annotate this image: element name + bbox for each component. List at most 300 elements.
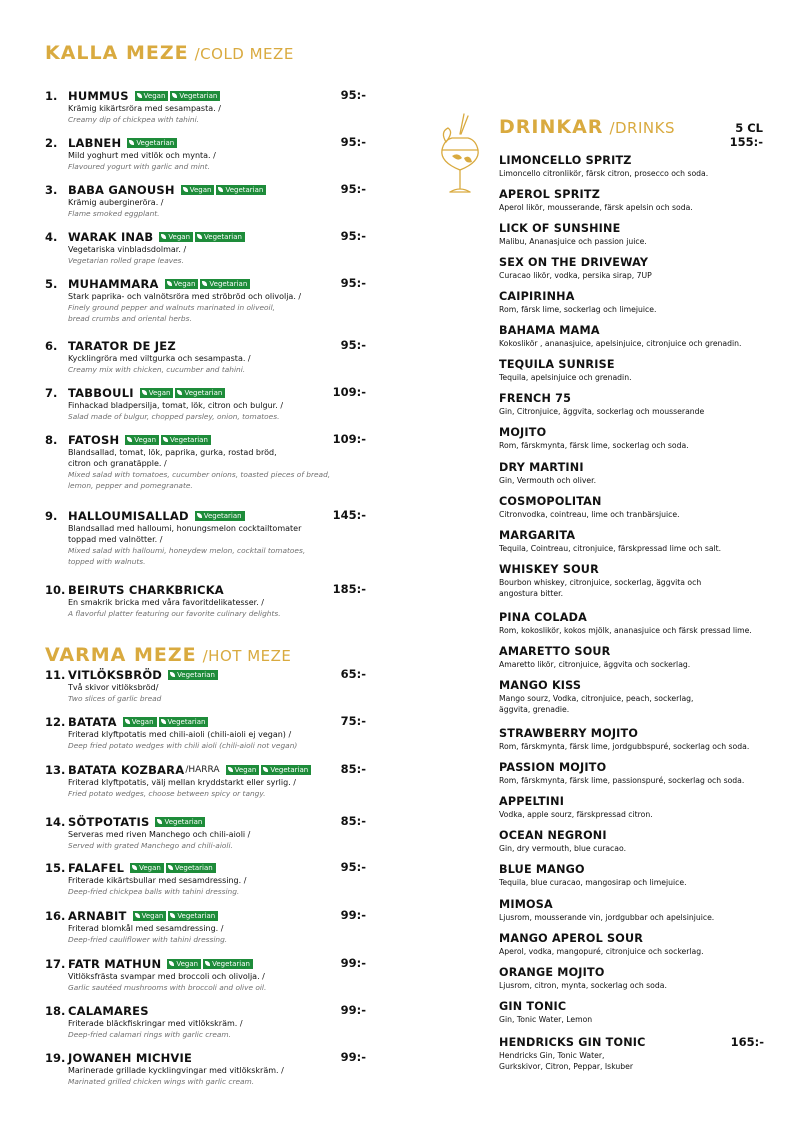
menu-item-header — [45, 714, 370, 729]
item-name: BATATA — [68, 714, 117, 729]
drink-price: 165:- — [730, 1035, 764, 1049]
item-number: 16. — [45, 908, 66, 923]
item-description-english: Mixed salad with halloumi, honeydew melon, cocktail tomatoes, — [68, 546, 306, 555]
item-name: BABA GANOUSH — [68, 182, 175, 197]
item-price: 109:- — [332, 385, 366, 399]
drink-name: BAHAMA MAMA — [499, 324, 600, 337]
badge-label: Vegan — [173, 279, 196, 288]
item-price: 65:- — [340, 667, 366, 681]
drink-name: OCEAN NEGRONI — [499, 829, 607, 842]
drink-description: äggvita, grenadie. — [499, 705, 570, 714]
item-name: FATR MATHUN — [68, 956, 162, 971]
vegan-badge — [159, 232, 193, 242]
drink-name: MANGO APEROL SOUR — [499, 932, 644, 945]
item-description-english: bread crumbs and oriental herbs. — [68, 314, 192, 323]
cold-meze-heading — [45, 42, 294, 64]
drink-name: MARGARITA — [499, 529, 576, 542]
menu-item-header — [45, 956, 370, 971]
menu-item-header — [45, 508, 370, 523]
drink-item — [499, 562, 769, 599]
drink-description: Aperol likör, mousserande, färsk apelsin och soda. — [499, 203, 693, 212]
drink-name: COSMOPOLITAN — [499, 495, 602, 508]
vegetarian-badge — [168, 911, 218, 921]
drink-item — [499, 187, 769, 213]
drink-description: Rom, färskmynta, färsk lime, sockerlag och soda. — [499, 441, 689, 450]
item-number: 9. — [45, 508, 58, 523]
drink-item — [499, 897, 769, 923]
drink-item — [499, 494, 769, 520]
hot-meze-heading — [45, 644, 291, 666]
item-price: 95:- — [340, 135, 366, 149]
drink-name: GIN TONIC — [499, 1000, 567, 1013]
item-description: Två skivor vitlöksbröd/ — [68, 683, 159, 692]
vegetarian-badge — [195, 232, 245, 242]
drink-name: LIMONCELLO SPRITZ — [499, 154, 632, 167]
drink-description: Gin, Vermouth och oliver. — [499, 476, 597, 485]
item-description: Vegetariska vinbladsdolmar. / — [68, 245, 187, 254]
item-description-english: Flame smoked eggplant. — [68, 209, 160, 218]
vegan-badge — [130, 863, 164, 873]
item-name: FALAFEL — [68, 860, 125, 875]
menu-item-header — [45, 667, 370, 682]
drink-item — [499, 425, 769, 451]
badge-label: Vegan — [143, 91, 166, 100]
drinks-heading — [499, 116, 675, 138]
item-price: 95:- — [340, 229, 366, 243]
item-name: HUMMUS — [68, 88, 129, 103]
item-description-english: Flavoured yogurt with garlic and mint. — [68, 162, 210, 171]
menu-item — [45, 814, 370, 851]
drinks-size-price — [730, 121, 763, 149]
drink-item — [499, 1035, 769, 1072]
drink-item — [499, 678, 769, 715]
item-number: 8. — [45, 432, 58, 447]
menu-item — [45, 1003, 370, 1040]
badge-label: Vegetarian — [184, 388, 223, 397]
drink-item — [499, 999, 769, 1025]
leaf-icon — [170, 913, 175, 918]
menu-item-header — [45, 385, 370, 400]
item-price: 99:- — [340, 908, 366, 922]
item-price: 145:- — [332, 508, 366, 522]
badge-label: Vegetarian — [177, 911, 216, 920]
hot-meze-title: VARMA MEZE — [45, 644, 197, 666]
menu-item — [45, 338, 370, 375]
drink-description: Curacao likör, vodka, persika sirap, 7UP — [499, 271, 652, 280]
item-number: 12. — [45, 714, 66, 729]
item-name: LABNEH — [68, 135, 122, 150]
item-name: MUHAMMARA — [68, 276, 159, 291]
drink-description: Malibu, Ananasjuice och passion juice. — [499, 237, 647, 246]
item-description: Finhackad bladpersilja, tomat, lök, citron och bulgur. / — [68, 401, 284, 410]
item-number: 10. — [45, 582, 66, 597]
leaf-icon — [132, 865, 137, 870]
item-name: JOWANEH MICHVIE — [68, 1050, 193, 1065]
diet-badges — [133, 911, 221, 921]
drink-item — [499, 289, 769, 315]
badge-label: Vegan — [176, 959, 199, 968]
badge-label: Vegetarian — [170, 435, 208, 444]
menu-item-header — [45, 432, 370, 447]
leaf-icon — [157, 819, 162, 824]
item-description: Friterad klyftpotatis, välj mellan kryddstarkt eller syrlig. / — [68, 778, 296, 787]
item-description: Krämig auberginerörа. / — [68, 198, 164, 207]
menu-item — [45, 908, 370, 945]
item-description-english: Deep-fried calamari rings with garlic cream. — [68, 1030, 231, 1039]
drink-description: Aperol, vodka, mangopuré, citronjuice och sockerlag. — [499, 947, 704, 956]
menu-item — [45, 860, 370, 897]
leaf-icon — [183, 187, 188, 192]
item-price: 95:- — [340, 276, 366, 290]
item-price: 95:- — [340, 338, 366, 352]
cold-meze-subtitle: /COLD MEZE — [194, 45, 294, 63]
item-description: Friterad blomkål med sesamdressing. / — [68, 924, 224, 933]
drink-description: Gurkskivor, Citron, Peppar, Iskuber — [499, 1062, 634, 1071]
diet-badges — [195, 511, 247, 521]
drink-name: TEQUILA SUNRISE — [499, 358, 615, 371]
drink-item — [499, 460, 769, 486]
leaf-icon — [169, 961, 174, 966]
leaf-icon — [197, 234, 202, 239]
item-name: ARNABIT — [68, 908, 127, 923]
drink-name: CAIPIRINHA — [499, 290, 575, 303]
leaf-icon — [163, 437, 168, 442]
badge-label: Vegan — [134, 435, 157, 444]
item-description-english: topped with walnuts. — [68, 557, 146, 566]
menu-item — [45, 229, 370, 266]
drink-name: STRAWBERRY MOJITO — [499, 727, 639, 740]
diet-badges — [123, 717, 211, 727]
drink-name: SEX ON THE DRIVEWAY — [499, 256, 649, 269]
drink-item — [499, 726, 769, 752]
leaf-icon — [170, 672, 175, 677]
drink-description: Mango sourz, Vodka, citronjuice, peach, sockerlag, — [499, 694, 694, 703]
drink-name: MANGO KISS — [499, 679, 582, 692]
badge-label: Vegetarian — [177, 670, 215, 679]
drink-description: Ljusrom, citron, mynta, sockerlag och soda. — [499, 981, 667, 990]
item-number: 2. — [45, 135, 58, 150]
menu-item-header — [45, 814, 370, 829]
item-number: 11. — [45, 667, 66, 682]
drink-item — [499, 610, 769, 636]
item-name-suffix: /HARRA — [185, 764, 220, 775]
badge-label: Vegan — [168, 232, 191, 241]
item-description: Mild yoghurt med vitlök och mynta. / — [68, 151, 216, 160]
drink-item — [499, 644, 769, 670]
diet-badges — [226, 765, 314, 775]
badge-label: Vegan — [139, 863, 161, 872]
item-name: CALAMARES — [68, 1003, 149, 1018]
item-number: 15. — [45, 860, 66, 875]
item-description: citron och granatäpple. / — [68, 459, 167, 468]
item-description-english: Two slices of garlic bread — [68, 694, 162, 703]
item-description: Serveras med riven Manchego och chili-aioli / — [68, 830, 251, 839]
item-description-english: Creamy dip of chickpea with tahini. — [68, 115, 199, 124]
item-description-english: Deep-fried cauliflower with tahini dressing. — [68, 935, 228, 944]
menu-item — [45, 432, 370, 491]
item-description-english: Deep-fried chickpea balls with tahini dressing. — [68, 887, 240, 896]
item-description: Friterade bläckfiskringar med vitlökskräm. / — [68, 1019, 243, 1028]
item-description: Krämig kikärtsröra med sesampasta. / — [68, 104, 221, 113]
item-number: 19. — [45, 1050, 66, 1065]
item-description-english: Finely ground pepper and walnuts marinated in oliveoil, — [68, 303, 276, 312]
item-description-english: lemon, pepper and pomegranate. — [68, 481, 193, 490]
item-description: Blandsallad, tomat, lök, paprika, gurka, rostad bröd, — [68, 448, 277, 457]
vegan-badge — [226, 765, 260, 775]
item-description-english: Served with grated Manchego and chili-aioli. — [68, 841, 233, 850]
item-description-english: Creamy mix with chicken, cucumber and tahini. — [68, 365, 246, 374]
menu-item — [45, 1050, 370, 1087]
menu-item — [45, 714, 370, 751]
leaf-icon — [125, 719, 130, 724]
diet-badges — [155, 817, 207, 827]
item-number: 1. — [45, 88, 58, 103]
drink-item — [499, 931, 769, 957]
item-name: BATATA KOZBARA — [68, 762, 185, 777]
item-name: HALLOUMISALLAD — [68, 508, 189, 523]
item-description-english: Vegetarian rolled grape leaves. — [68, 256, 184, 265]
item-description-english: Deep fried potato wedges with chili aioli (chili-aioli not vegan) — [68, 741, 298, 750]
leaf-icon — [197, 513, 202, 518]
cold-meze-title: KALLA MEZE — [45, 42, 189, 64]
leaf-icon — [161, 234, 166, 239]
menu-item — [45, 762, 370, 799]
drink-item — [499, 221, 769, 247]
drink-item — [499, 862, 769, 888]
item-name: BEIRUTS CHARKBRICKA — [68, 582, 224, 597]
drink-description: Hendricks Gin, Tonic Water, — [499, 1051, 605, 1060]
item-number: 17. — [45, 956, 66, 971]
drink-description: Amaretto likör, citronjuice, äggvita och sockerlag. — [499, 660, 691, 669]
vegetarian-badge — [203, 959, 253, 969]
item-name: FATOSH — [68, 432, 120, 447]
item-description-english: Mixed salad with tomatoes, cucumber onions, toasted pieces of bread, — [68, 470, 331, 479]
item-description-english: A flavorful platter featuring our favorite culinary delights. — [68, 609, 281, 618]
menu-item — [45, 182, 370, 219]
item-price: 99:- — [340, 1003, 366, 1017]
item-price: 99:- — [340, 1050, 366, 1064]
hot-meze-subtitle: /HOT MEZE — [202, 647, 292, 665]
drink-description: Tequila, blue curacao, mangosirap och limejuice. — [499, 878, 687, 887]
badge-label: Vegetarian — [179, 91, 218, 100]
menu-item — [45, 956, 370, 993]
menu-item-header — [45, 182, 370, 197]
badge-label: Vegetarian — [136, 138, 175, 147]
item-description: Kycklingröra med viltgurka och sesampasta. / — [68, 354, 251, 363]
drink-name: AMARETTO SOUR — [499, 645, 611, 658]
vegan-badge — [133, 911, 167, 921]
diet-badges — [125, 435, 213, 445]
drink-description: Tequila, apelsinjuice och grenadin. — [499, 373, 632, 382]
drink-name: APEROL SPRITZ — [499, 188, 601, 201]
item-price: 85:- — [340, 814, 366, 828]
drink-description: Kokoslikör , ananasjuice, apelsinjuice, citronjuice och grenadin. — [499, 339, 742, 348]
item-price: 95:- — [340, 88, 366, 102]
item-number: 4. — [45, 229, 58, 244]
vegan-badge — [135, 91, 169, 101]
leaf-icon — [228, 767, 233, 772]
item-price: 99:- — [340, 956, 366, 970]
menu-item-header — [45, 88, 370, 103]
item-description: En smakrik bricka med våra favoritdelikatesser. / — [68, 598, 264, 607]
menu-item — [45, 276, 370, 324]
item-description-english: Salad made of bulgur, chopped parsley, onion, tomatoes. — [68, 412, 280, 421]
vegan-badge — [165, 279, 199, 289]
menu-item — [45, 508, 370, 567]
vegetarian-badge — [200, 279, 250, 289]
badge-label: Vegan — [131, 717, 154, 726]
badge-label: Vegan — [148, 388, 171, 397]
badge-label: Vegan — [189, 185, 212, 194]
badge-label: Vegetarian — [164, 817, 203, 826]
item-description-english: Fried potato wedges, choose between spicy or tangy. — [68, 789, 266, 798]
drink-description: Bourbon whiskey, citronjuice, sockerlag, äggvita och — [499, 578, 702, 587]
leaf-icon — [202, 281, 207, 286]
drink-description: Ljusrom, mousserande vin, jordgubbar och apelsinjuice. — [499, 913, 715, 922]
diet-badges — [165, 279, 253, 289]
drink-name: PASSION MOJITO — [499, 761, 607, 774]
diet-badges — [130, 863, 218, 873]
badge-label: Vegan — [234, 765, 257, 774]
drinks-base-price: 155:- — [729, 135, 763, 149]
vegetarian-badge — [166, 863, 216, 873]
badge-label: Vegetarian — [225, 185, 264, 194]
vegetarian-badge — [127, 138, 177, 148]
menu-item-header — [45, 276, 370, 291]
item-number: 14. — [45, 814, 66, 829]
drink-item — [499, 153, 769, 179]
drink-description: Rom, färskmynta, färsk lime, passionspuré, sockerlag och soda. — [499, 776, 745, 785]
menu-item — [45, 667, 370, 704]
menu-item-header — [45, 229, 370, 244]
item-price: 109:- — [332, 432, 366, 446]
drink-name: FRENCH 75 — [499, 392, 572, 405]
badge-label: Vegetarian — [270, 765, 309, 774]
drink-item — [499, 965, 769, 991]
drinks-size: 5 CL — [735, 121, 763, 135]
drink-item — [499, 391, 769, 417]
vegan-badge — [181, 185, 215, 195]
badge-label: Vegetarian — [212, 959, 250, 968]
item-number: 13. — [45, 762, 66, 777]
drink-description: Rom, färskmynta, färsk lime, jordgubbspuré, sockerlag och soda. — [499, 742, 750, 751]
drink-description: Vodka, apple sourz, färskpressad citron. — [499, 810, 653, 819]
badge-label: Vegetarian — [174, 863, 213, 872]
diet-badges — [181, 185, 269, 195]
drink-description: Gin, dry vermouth, blue curacao. — [499, 844, 627, 853]
leaf-icon — [135, 913, 140, 918]
leaf-icon — [177, 390, 182, 395]
drink-description: Rom, färsk lime, sockerlag och limejuice. — [499, 305, 657, 314]
leaf-icon — [167, 281, 172, 286]
drink-item — [499, 828, 769, 854]
item-description: Marinerade grillade kycklingvingar med vitlökskräm. / — [68, 1066, 284, 1075]
item-number: 3. — [45, 182, 58, 197]
item-number: 7. — [45, 385, 58, 400]
leaf-icon — [127, 437, 132, 442]
badge-label: Vegetarian — [204, 232, 242, 241]
drink-item — [499, 323, 769, 349]
vegetarian-badge — [155, 817, 205, 827]
vegetarian-badge — [161, 435, 211, 445]
menu-item — [45, 88, 370, 125]
item-price: 85:- — [340, 762, 366, 776]
drink-item — [499, 528, 769, 554]
vegetarian-badge — [159, 717, 209, 727]
menu-item-header — [45, 338, 370, 353]
leaf-icon — [263, 767, 268, 772]
menu-item — [45, 135, 370, 172]
menu-item-header — [45, 1003, 370, 1018]
badge-label: Vegetarian — [167, 717, 206, 726]
leaf-icon — [161, 719, 166, 724]
item-price: 185:- — [332, 582, 366, 596]
vegan-badge — [167, 959, 201, 969]
diet-badges — [159, 232, 247, 242]
drinks-title: DRINKAR — [499, 116, 604, 138]
item-description: toppad med valnötter. / — [68, 535, 163, 544]
drink-description: Rom, kokoslikör, kokos mjölk, ananasjuice och färsk pressad lime. — [499, 626, 752, 635]
item-description: Blandsallad med halloumi, honungsmelon cocktailtomater — [68, 524, 302, 533]
drinks-subtitle: /DRINKS — [609, 119, 675, 137]
drink-item — [499, 794, 769, 820]
drink-description: Gin, Tonic Water, Lemon — [499, 1015, 593, 1024]
menu-item-header — [45, 762, 370, 777]
leaf-icon — [168, 865, 173, 870]
item-price: 95:- — [340, 182, 366, 196]
drink-item — [499, 760, 769, 786]
cocktail-glass-icon — [434, 112, 486, 198]
diet-badges — [167, 959, 255, 969]
vegan-badge — [140, 388, 174, 398]
vegan-badge — [125, 435, 159, 445]
drink-description: angostura bitter. — [499, 589, 564, 598]
item-name: VITLÖKSBRÖD — [68, 667, 163, 682]
menu-item-header — [45, 1050, 370, 1065]
drink-description: Tequila, Cointreau, citronjuice, färskpressad lime och salt. — [499, 544, 722, 553]
vegan-badge — [123, 717, 157, 727]
drink-item — [499, 255, 769, 281]
drink-name: APPELTINI — [499, 795, 565, 808]
leaf-icon — [205, 961, 210, 966]
item-description: Stark paprika- och valnötsröra med ströbröd och olivolja. / — [68, 292, 302, 301]
vegetarian-badge — [261, 765, 311, 775]
item-name: WARAK INAB — [68, 229, 154, 244]
drink-name: HENDRICKS GIN TONIC — [499, 1036, 646, 1049]
item-name: TARATOR DE JEZ — [68, 338, 176, 353]
vegetarian-badge — [168, 670, 218, 680]
vegetarian-badge — [175, 388, 225, 398]
item-number: 18. — [45, 1003, 66, 1018]
drink-name: PINA COLADA — [499, 611, 587, 624]
menu-item-header — [45, 860, 370, 875]
drink-name: MIMOSA — [499, 898, 553, 911]
item-description: Vitlöksfrästa svampar med broccoli och olivolja. / — [68, 972, 265, 981]
diet-badges — [135, 91, 223, 101]
item-description: Friterade kikärtsbullar med sesamdressing. / — [68, 876, 247, 885]
menu-item-header — [45, 135, 370, 150]
menu-item-header — [45, 908, 370, 923]
item-name: SÖTPOTATIS — [68, 814, 150, 829]
drink-name: MOJITO — [499, 426, 547, 439]
item-name: TABBOULI — [68, 385, 134, 400]
leaf-icon — [218, 187, 223, 192]
drink-name: WHISKEY SOUR — [499, 563, 599, 576]
item-number: 6. — [45, 338, 58, 353]
vegetarian-badge — [170, 91, 220, 101]
diet-badges — [140, 388, 228, 398]
diet-badges — [168, 670, 220, 680]
